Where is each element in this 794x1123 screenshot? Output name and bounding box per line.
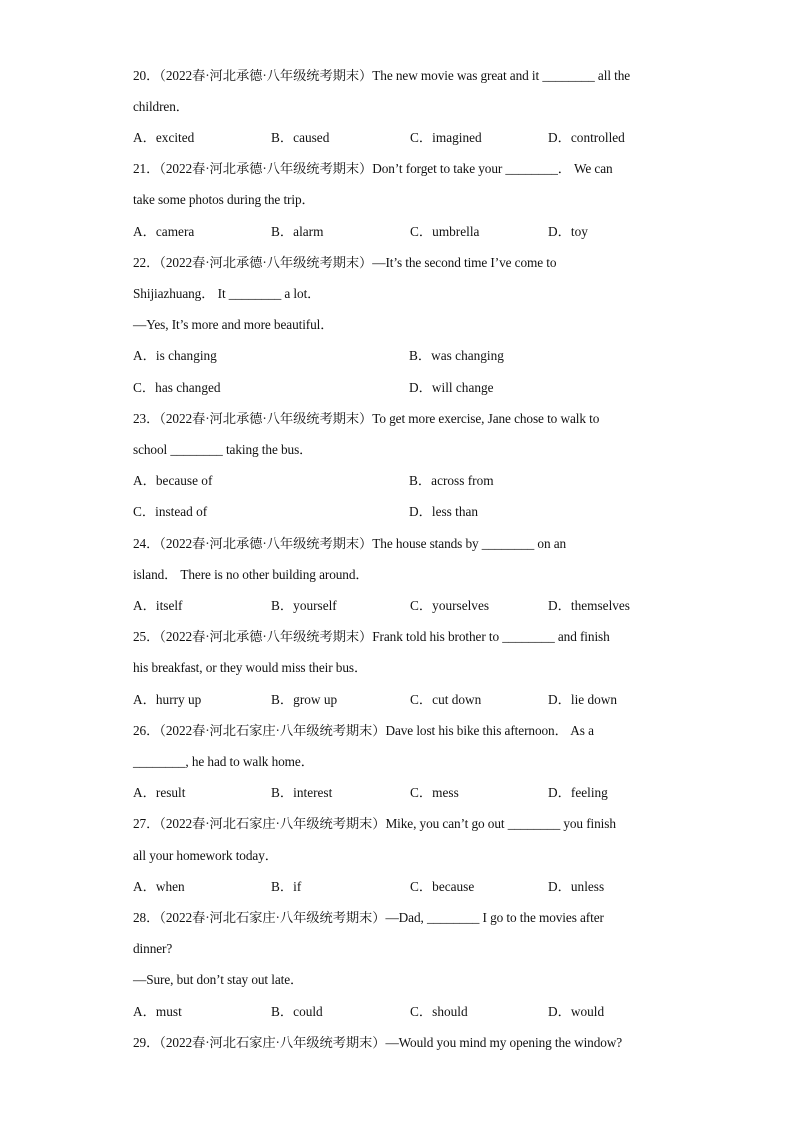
- question-22-option-b: B．was changing: [409, 348, 504, 363]
- question-27-option-a: A．when: [133, 879, 185, 894]
- question-21-stem-line-1: 21．（2022春·河北承德·八年级统考期末）Don’t forget to take your ________． We can: [133, 161, 613, 176]
- question-28-stem-line-3: —Sure, but don’t stay out late．: [133, 972, 304, 987]
- question-22-option-d: D．will change: [409, 380, 494, 395]
- question-25-option-b: B．grow up: [271, 692, 338, 707]
- question-28-option-a: A．must: [133, 1004, 182, 1019]
- question-21-option-d: D．toy: [548, 224, 588, 239]
- question-25-option-d: D．lie down: [548, 692, 618, 707]
- question-20-stem-line-1: 20．（2022春·河北承德·八年级统考期末）The new movie was great and it ________ all the: [133, 68, 631, 83]
- question-23-option-c: C．instead of: [133, 504, 208, 519]
- question-21-option-a: A．camera: [133, 224, 195, 239]
- question-29-stem-line-1: 29．（2022春·河北石家庄·八年级统考期末）—Would you mind my opening the window?: [133, 1035, 623, 1050]
- question-24-stem-line-2: island． There is no other building around．: [133, 567, 369, 582]
- question-28-option-d: D．would: [548, 1004, 605, 1019]
- question-24-option-d: D．themselves: [548, 598, 630, 613]
- question-21-option-b: B．alarm: [271, 224, 324, 239]
- question-25-option-a: A．hurry up: [133, 692, 202, 707]
- question-23-option-b: B．across from: [409, 473, 494, 488]
- question-21-option-c: C．umbrella: [410, 224, 480, 239]
- question-23-option-a: A．because of: [133, 473, 213, 488]
- question-25-stem-line-2: his breakfast, or they would miss their bus．: [133, 660, 368, 675]
- question-26-option-a: A．result: [133, 785, 186, 800]
- question-28-stem-line-2: dinner?: [133, 941, 173, 956]
- question-20-stem-line-2: children．: [133, 99, 189, 114]
- question-23-option-d: D．less than: [409, 504, 479, 519]
- question-24-option-b: B．yourself: [271, 598, 337, 613]
- question-27-option-c: C．because: [410, 879, 475, 894]
- question-20-option-d: D．controlled: [548, 130, 625, 145]
- question-25-option-c: C．cut down: [410, 692, 482, 707]
- question-20-option-c: C．imagined: [410, 130, 482, 145]
- question-28-option-c: C．should: [410, 1004, 468, 1019]
- question-24-option-c: C．yourselves: [410, 598, 490, 613]
- question-20-option-b: B．caused: [271, 130, 330, 145]
- question-26-option-c: C．mess: [410, 785, 459, 800]
- question-23-stem-line-1: 23．（2022春·河北承德·八年级统考期末）To get more exercise, Jane chose to walk to: [133, 411, 600, 426]
- question-21-stem-line-2: take some photos during the trip．: [133, 192, 315, 207]
- question-27-stem-line-2: all your homework today．: [133, 848, 278, 863]
- question-23-stem-line-2: school ________ taking the bus．: [133, 442, 313, 457]
- question-20-option-a: A．excited: [133, 130, 195, 145]
- question-27-stem-line-1: 27．（2022春·河北石家庄·八年级统考期末）Mike, you can’t go out ________ you finish: [133, 816, 616, 831]
- question-26-option-d: D．feeling: [548, 785, 608, 800]
- question-22-option-c: C．has changed: [133, 380, 221, 395]
- question-22-stem-line-3: —Yes, It’s more and more beautiful．: [133, 317, 334, 332]
- question-25-stem-line-1: 25．（2022春·河北承德·八年级统考期末）Frank told his brother to ________ and finish: [133, 629, 610, 644]
- question-24-stem-line-1: 24．（2022春·河北承德·八年级统考期末）The house stands by ________ on an: [133, 536, 567, 551]
- question-27-option-d: D．unless: [548, 879, 605, 894]
- question-28-option-b: B．could: [271, 1004, 323, 1019]
- question-27-option-b: B．if: [271, 879, 302, 894]
- question-26-stem-line-1: 26．（2022春·河北石家庄·八年级统考期末）Dave lost his bike this afternoon． As a: [133, 723, 594, 738]
- question-22-stem-line-2: Shijiazhuang． It ________ a lot．: [133, 286, 321, 301]
- question-28-stem-line-1: 28．（2022春·河北石家庄·八年级统考期末）—Dad, ________ I go to the movies after: [133, 910, 604, 925]
- question-24-option-a: A．itself: [133, 598, 183, 613]
- question-26-stem-line-2: ________, he had to walk home．: [133, 754, 314, 769]
- question-22-stem-line-1: 22．（2022春·河北承德·八年级统考期末）—It’s the second time I’ve come to: [133, 255, 557, 270]
- question-22-option-a: A．is changing: [133, 348, 217, 363]
- question-26-option-b: B．interest: [271, 785, 333, 800]
